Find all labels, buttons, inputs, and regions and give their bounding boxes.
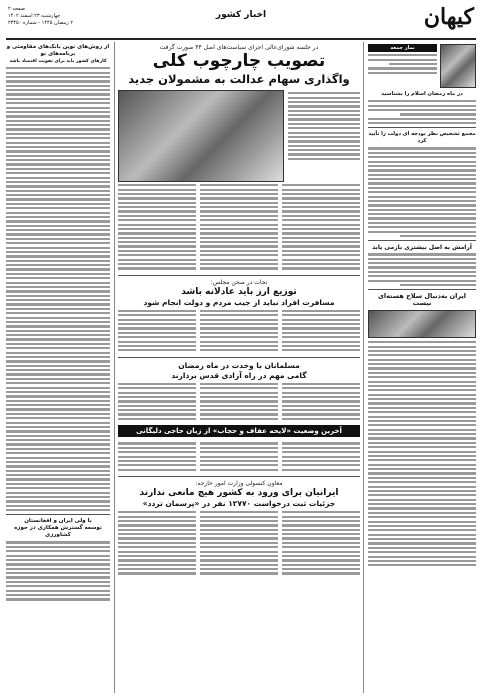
lead-headline-2: واگذاری سهام عدالت به مشمولان جدید [128,72,350,86]
lead-kicker: در جلسه شورای‌عالی اجرای سیاست‌های اصل ۴۴ صورت گرفت [159,44,319,51]
parliament-headline-2: مسافرت افراد نباید از جیب مردم و دولت انجام شود [143,297,335,307]
left-subhead: کارهای کشور باید برای تقویت اقتصاد باشد [9,59,107,64]
meeting-photo [118,90,284,182]
center-column [118,42,360,693]
left-headline: از روش‌های نوین بانک‌های مقاومتی و برنامه‌های نو [6,44,110,57]
header-dateline [8,6,73,27]
page-header [6,4,476,40]
left-column [6,42,110,693]
consular-headline-2: جزئیات ثبت درخواست ۱۲۷۷۰ نفر در «پرسمان تردد» [142,499,336,508]
consular-kicker: معاون کنسولی وزارت امور خارجه: [195,480,283,487]
right-column [368,42,476,693]
news-photo-small [368,310,476,338]
consular-headline-1: ایرانیان برای ورود به کشور هیچ مانعی ندارند [139,488,339,498]
right-headline-a: مجمع تشخیص نظر بودجه ای دولت را تأیید کرد [368,131,476,145]
ramadan-headline-1: مسلمانان با وحدت در ماه رمضان [178,360,300,370]
cleric-portrait [440,44,476,88]
lead-headline-1: تصویب چارچوب کلی [152,51,326,71]
issue-number: ۲ رمضان ۱۴۴۵ - شماره ۲۳۴۵۰ [8,20,73,26]
hijab-bill-banner: آخرین وضعیت «لایحه عفاف و حجاب» از زبان حاجی دلیگانی [118,425,360,437]
section-tag: نماز جمعه [368,44,437,52]
issue-date: چهارشنبه ۲۳ اسفند ۱۴۰۲ [8,13,61,19]
newspaper-logo: کیهان [423,4,474,30]
right-headline-b: آرامش به اصل بیشتری بازمی یابد [372,244,472,252]
right-headline-c: ایران به‌دنبال سلاح هسته‌ای نیست [377,292,467,308]
right-caption: در ماه رمضان اسلام را بشناسید [381,91,463,97]
parliament-headline-1: توزیع ارز باید عادلانه باشد [181,286,297,297]
left-bottom-headline-2: توسعه گسترش همکاری در حوزه کشاورزی [14,525,102,539]
left-bottom-headline-1: با ولی ایران و افغانستان [24,518,92,525]
parliament-kicker: نجات در صحن مجلس: [210,278,268,286]
ramadan-headline-2: گامی مهم در راه آزادی قدس بردارند [171,370,307,380]
page-number: صفحه ۲ [8,6,25,12]
section-title: اخبار کشور [215,10,267,20]
